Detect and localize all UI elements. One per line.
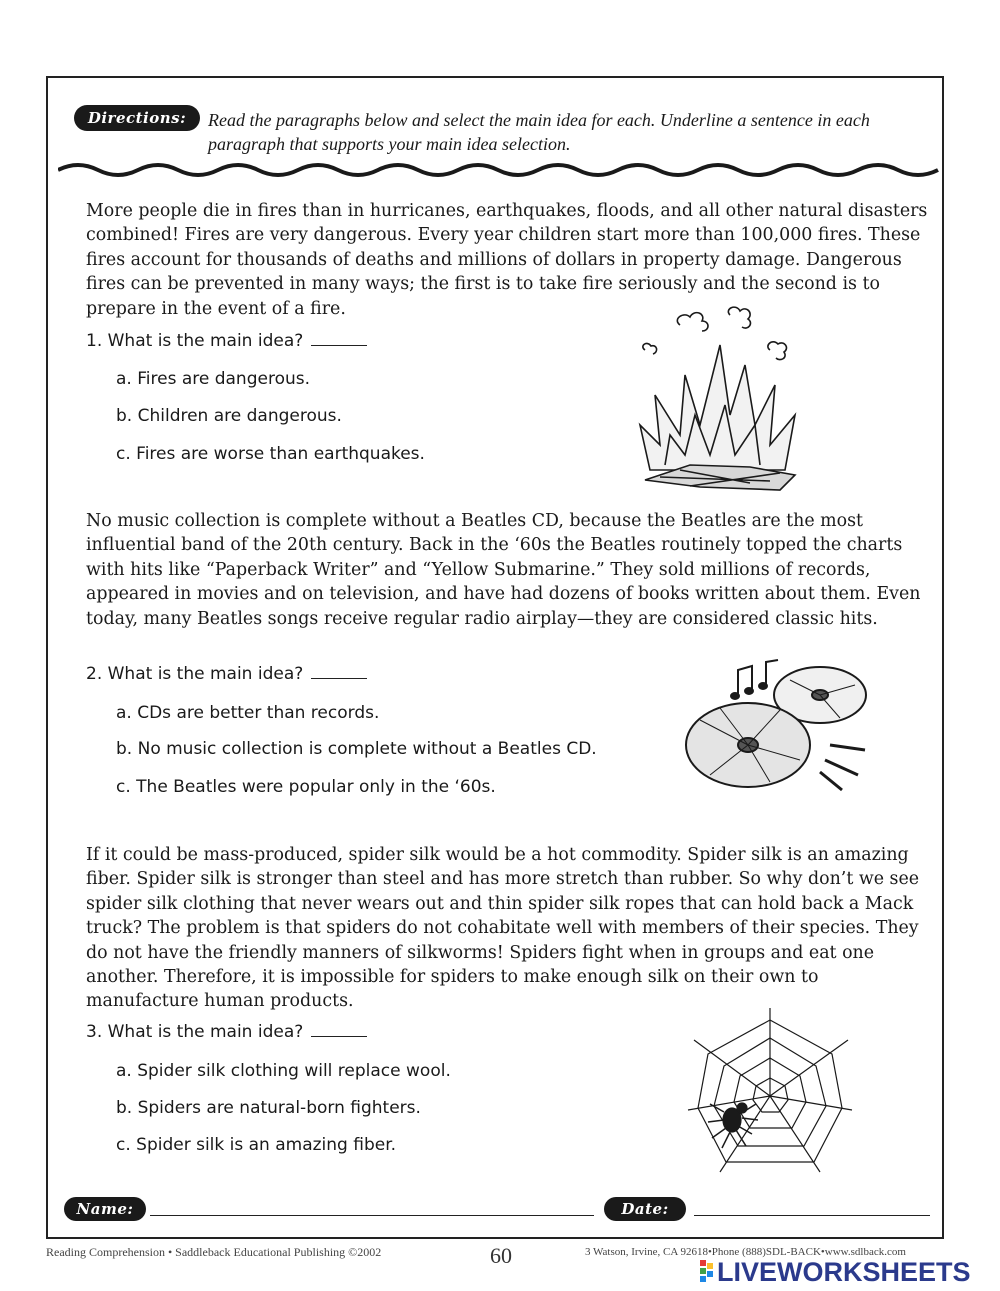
option-3b[interactable]: b. Spiders are natural-born fighters. [116, 1098, 421, 1118]
directions-text: Read the paragraphs below and select the main idea for each. Underline a sentence in each paragraph that supports your main idea selection. [208, 110, 870, 154]
liveworksheets-text: LIVEWORKSHEETS [717, 1256, 971, 1287]
answer-blank-2[interactable] [311, 678, 367, 679]
date-field[interactable] [694, 1215, 930, 1216]
question-1-text: 1. What is the main idea? [86, 331, 304, 351]
option-1c[interactable]: c. Fires are worse than earthquakes. [116, 444, 425, 464]
option-2c[interactable]: c. The Beatles were popular only in the ‘60s. [116, 777, 496, 797]
paragraph-beatles: No music collection is complete without a Beatles CD, because the Beatles are the most influential band of the 20th century. Back in the ‘60s the Beatles routinely topped the charts with hits like “Paperback Writer” and “Yellow Submarine.” They sold millions of records, appeared in movies and on television, and have had dozens of books written about them. Even today, many Beatles songs receive regular radio airplay—they are considered classic hits. [86, 511, 921, 629]
wavy-divider [58, 156, 942, 180]
option-1b[interactable]: b. Children are dangerous. [116, 406, 342, 426]
date-label: Date: [604, 1197, 686, 1221]
question-3 [86, 1022, 367, 1042]
directions-label: Directions: [74, 105, 200, 131]
name-label: Name: [64, 1197, 146, 1221]
name-field[interactable] [150, 1215, 594, 1216]
option-1a[interactable]: a. Fires are dangerous. [116, 369, 311, 389]
option-2a[interactable]: a. CDs are better than records. [116, 703, 380, 723]
spider-web-illustration [680, 1000, 860, 1180]
campfire-illustration [630, 305, 810, 495]
liveworksheets-brand[interactable] [700, 1256, 971, 1287]
answer-blank-1[interactable] [311, 345, 367, 346]
option-3c[interactable]: c. Spider silk is an amazing fiber. [116, 1135, 397, 1155]
answer-blank-3[interactable] [311, 1036, 367, 1037]
paragraph-spider-silk: If it could be mass-produced, spider silk would be a hot commodity. Spider silk is an amazing fiber. Spider silk is stronger than steel and has more stretch than rubber. So why don’t we see spider silk clothing that never wears out and thin spider silk ropes that can hold back a Mack truck? The problem is that spiders do not cohabitate well with members of their species. They do not have the friendly manners of silkworms! Spiders fight when in groups and eat one another. Therefore, it is impossible for spiders to make enough silk on their own to manufacture human products. [86, 845, 920, 1012]
option-3a[interactable]: a. Spider silk clothing will replace wool. [116, 1061, 451, 1081]
paragraph-fires: More people die in fires than in hurricanes, earthquakes, floods, and all other natural disasters combined! Fires are very dangerous. Every year children start more than 100,000 fires. These fires account for thousands of deaths and millions of dollars in property damage. Dangerous fires can be prevented in many ways; the first is to take fire seriously and the second is to prepare in the event of a fire. [86, 201, 928, 319]
footer-publisher: Reading Comprehension • Saddleback Educational Publishing ©2002 [46, 1245, 382, 1259]
option-2b[interactable]: b. No music collection is complete without a Beatles CD. [116, 739, 597, 759]
question-2 [86, 664, 367, 684]
question-2-text: 2. What is the main idea? [86, 664, 304, 684]
question-3-text: 3. What is the main idea? [86, 1022, 304, 1042]
liveworksheets-logo-icon [700, 1260, 714, 1284]
footer-address: 3 Watson, Irvine, CA 92618•Phone (888)SDL-BACK•www.sdlback.com [585, 1246, 906, 1258]
page-number: 60 [490, 1243, 512, 1268]
cd-music-illustration [680, 650, 880, 800]
question-1 [86, 331, 367, 351]
